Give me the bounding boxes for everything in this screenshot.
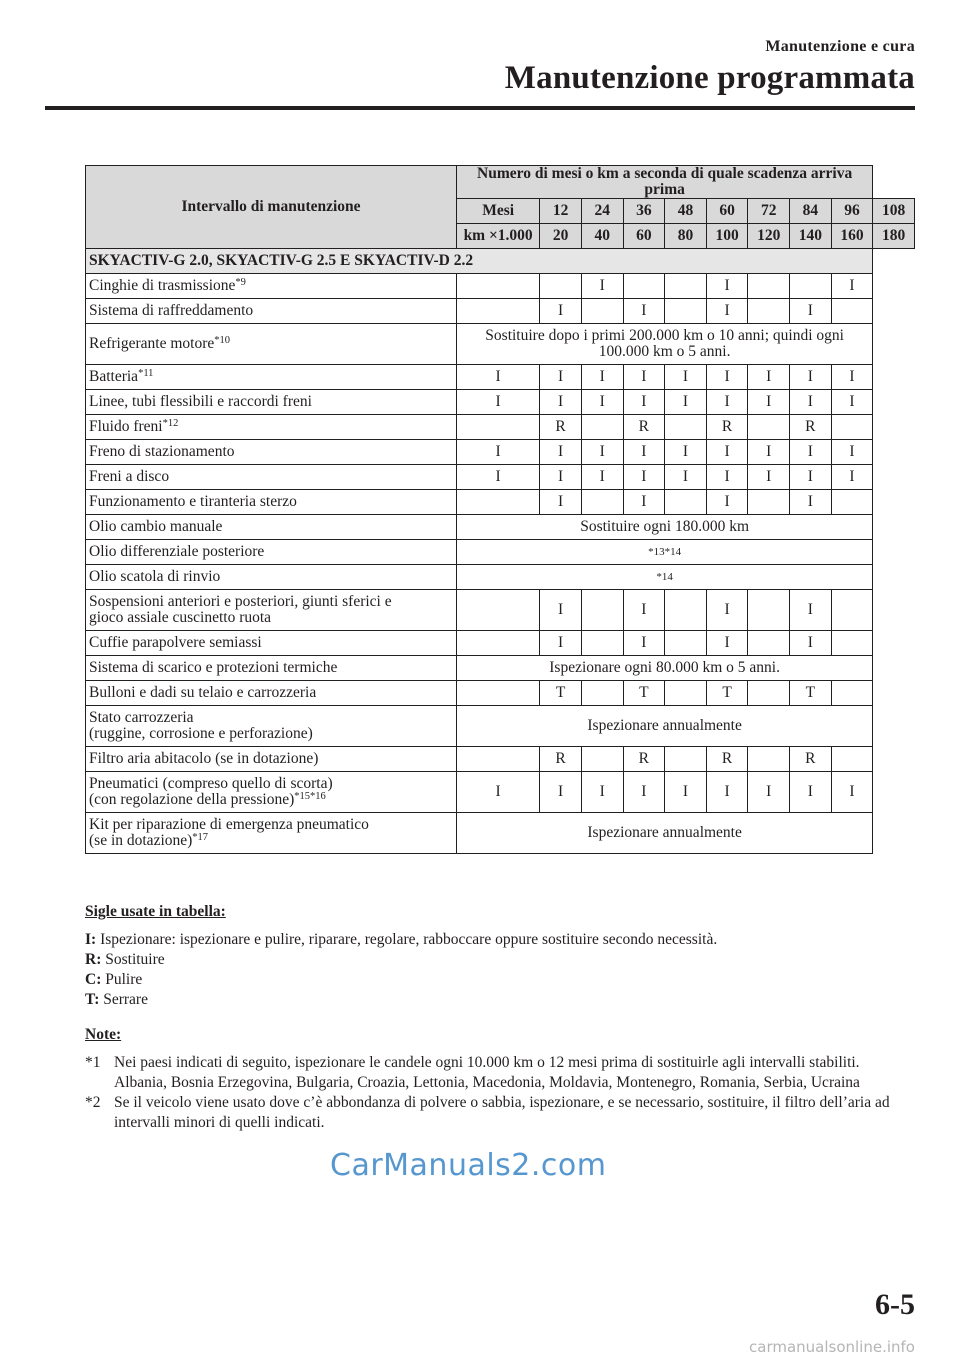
interval-cell [665, 747, 707, 772]
interval-cell [581, 299, 623, 324]
table-row [86, 631, 915, 656]
interval-cell [457, 415, 540, 440]
table-row [86, 813, 915, 854]
legend-key: T: [85, 991, 100, 1008]
table-row [86, 540, 915, 565]
interval-cell: I [581, 440, 623, 465]
legend-item [85, 970, 915, 990]
interval-cell: I [540, 490, 582, 515]
legend-text: Pulire [105, 971, 143, 988]
interval-cell [665, 299, 707, 324]
interval-cell [457, 590, 540, 631]
km-cell: 140 [790, 224, 832, 249]
note-line: Nei paesi indicati di seguito, ispezionare le candele ogni 10.000 km o 12 mesi prima di sostituirle agli intervalli stabiliti. [114, 1054, 860, 1071]
interval-cell: I [457, 465, 540, 490]
interval-cell [581, 631, 623, 656]
km-cell: 160 [831, 224, 873, 249]
note-item [85, 1093, 915, 1133]
item-label: Freni a disco [89, 468, 170, 485]
item-name [86, 656, 457, 681]
item-label: Funzionamento e tiranteria sterzo [89, 493, 297, 510]
item-label: Freno di stazionamento [89, 443, 235, 460]
item-label: Stato carrozzeria [89, 709, 194, 726]
interval-cell: I [706, 365, 748, 390]
span-header: Numero di mesi o km a seconda di quale scadenza arriva prima [457, 166, 873, 199]
interval-cell [748, 415, 790, 440]
table-row [86, 274, 915, 299]
item-name [86, 706, 457, 747]
span-cell: *14 [457, 565, 873, 590]
interval-cell: I [581, 772, 623, 813]
table-row [86, 390, 915, 415]
corner-label: Intervallo di manutenzione [86, 166, 457, 249]
interval-cell: I [748, 365, 790, 390]
month-cell: 108 [873, 199, 915, 224]
legend-key: R: [85, 951, 102, 968]
interval-cell: I [790, 390, 832, 415]
interval-cell: R [706, 747, 748, 772]
interval-cell [831, 631, 873, 656]
interval-cell: I [623, 390, 665, 415]
item-label: Cuffie parapolvere semiassi [89, 634, 262, 651]
interval-cell: I [665, 390, 707, 415]
page-number: 6-5 [875, 1288, 915, 1321]
interval-cell: I [706, 465, 748, 490]
item-label: Bulloni e dadi su telaio e carrozzeria [89, 684, 317, 701]
item-label: Olio cambio manuale [89, 518, 223, 535]
table-row [86, 590, 915, 631]
item-name [86, 515, 457, 540]
legend-title: Sigle usate in tabella: [85, 903, 226, 920]
interval-cell: T [623, 681, 665, 706]
interval-cell: I [790, 440, 832, 465]
item-label-line2: (ruggine, corrosione e perforazione) [89, 725, 313, 742]
note-number: *1 [85, 1054, 101, 1071]
interval-cell [540, 274, 582, 299]
item-label: Batteria [89, 368, 139, 385]
table-row [86, 706, 915, 747]
interval-cell: I [748, 440, 790, 465]
span-cell: Ispezionare ogni 80.000 km o 5 anni. [457, 656, 873, 681]
item-label: Sistema di raffreddamento [89, 302, 254, 319]
interval-cell [831, 747, 873, 772]
table-row [86, 565, 915, 590]
months-label: Mesi [457, 199, 540, 224]
span-cell: *13*14 [457, 540, 873, 565]
km-cell: 120 [748, 224, 790, 249]
interval-cell: I [706, 440, 748, 465]
interval-cell [581, 681, 623, 706]
interval-cell: I [623, 490, 665, 515]
footnote-ref: *11 [138, 368, 154, 379]
legend-key: C: [85, 971, 102, 988]
note-number: *2 [85, 1094, 101, 1111]
interval-cell [457, 490, 540, 515]
interval-cell: R [623, 747, 665, 772]
interval-cell: I [581, 274, 623, 299]
interval-cell: I [706, 590, 748, 631]
legend-text: Sostituire [105, 951, 165, 968]
interval-cell: I [457, 772, 540, 813]
interval-cell: I [706, 274, 748, 299]
interval-cell: I [831, 440, 873, 465]
note-item [85, 1053, 915, 1093]
interval-cell [665, 490, 707, 515]
interval-cell: I [540, 631, 582, 656]
interval-cell [581, 490, 623, 515]
legend-item [85, 990, 915, 1010]
interval-cell: I [623, 465, 665, 490]
interval-cell: R [790, 415, 832, 440]
legend-item [85, 950, 915, 970]
interval-cell: R [623, 415, 665, 440]
span-cell: Ispezionare annualmente [457, 706, 873, 747]
legend-item [85, 930, 915, 950]
interval-cell: I [540, 590, 582, 631]
interval-cell: T [790, 681, 832, 706]
interval-cell: I [540, 772, 582, 813]
interval-cell: I [457, 390, 540, 415]
interval-cell [748, 681, 790, 706]
interval-cell: I [457, 440, 540, 465]
interval-cell [665, 681, 707, 706]
month-cell: 60 [706, 199, 748, 224]
interval-cell: I [665, 465, 707, 490]
interval-cell [665, 274, 707, 299]
item-name [86, 813, 457, 854]
interval-cell: I [581, 390, 623, 415]
km-cell: 80 [665, 224, 707, 249]
interval-cell [581, 590, 623, 631]
interval-cell: I [831, 772, 873, 813]
interval-cell: I [540, 365, 582, 390]
interval-cell [581, 415, 623, 440]
item-label: Sistema di scarico e protezioni termiche [89, 659, 338, 676]
interval-cell: I [706, 490, 748, 515]
table-row [86, 324, 915, 365]
table-row [86, 772, 915, 813]
item-label: Sospensioni anteriori e posteriori, giunti sferici e [89, 593, 392, 610]
interval-cell: I [623, 772, 665, 813]
interval-cell: I [623, 590, 665, 631]
interval-cell: I [748, 772, 790, 813]
item-name [86, 415, 457, 440]
interval-cell [748, 274, 790, 299]
legend-text: Serrare [103, 991, 148, 1008]
table-row [86, 747, 915, 772]
item-name [86, 390, 457, 415]
footnote-ref: *10 [214, 335, 230, 346]
header-rule [45, 106, 915, 110]
interval-cell: I [706, 299, 748, 324]
table-row [86, 681, 915, 706]
notes [85, 1025, 915, 1133]
month-cell: 36 [623, 199, 665, 224]
interval-cell [831, 590, 873, 631]
km-cell: 180 [873, 224, 915, 249]
span-cell: Sostituire ogni 180.000 km [457, 515, 873, 540]
page-title: Manutenzione programmata [504, 60, 915, 96]
interval-cell: T [540, 681, 582, 706]
item-name [86, 274, 457, 299]
interval-cell: T [706, 681, 748, 706]
interval-cell: R [540, 747, 582, 772]
item-name [86, 681, 457, 706]
item-name [86, 465, 457, 490]
note-line: Se il veicolo viene usato dove c’è abbondanza di polvere o sabbia, ispezionare, e se necessario, sostituire, il filtro dell’aria ad intervalli minori di quelli indicati. [114, 1094, 890, 1131]
interval-cell: I [623, 365, 665, 390]
item-name [86, 440, 457, 465]
interval-cell: I [790, 772, 832, 813]
interval-cell: I [540, 465, 582, 490]
interval-cell: I [831, 390, 873, 415]
month-cell: 84 [790, 199, 832, 224]
interval-cell [623, 274, 665, 299]
interval-cell: I [831, 365, 873, 390]
span-cell: Ispezionare annualmente [457, 813, 873, 854]
footnote-ref: *12 [162, 418, 179, 429]
legend [85, 902, 915, 1010]
item-label: Olio differenziale posteriore [89, 543, 265, 560]
item-name [86, 565, 457, 590]
engine-section-title: SKYACTIV-G 2.0, SKYACTIV-G 2.5 E SKYACTIV-D 2.2 [86, 249, 873, 274]
interval-cell [581, 747, 623, 772]
table-row [86, 465, 915, 490]
footer-watermark: carmanualsonline.info [749, 1338, 915, 1356]
interval-cell [457, 299, 540, 324]
interval-cell: I [623, 631, 665, 656]
item-name [86, 540, 457, 565]
month-cell: 24 [581, 199, 623, 224]
item-label: Filtro aria abitacolo (se in dotazione) [89, 750, 319, 767]
item-label: Refrigerante motore [89, 335, 215, 352]
item-label-line2: gioco assiale cuscinetto ruota [89, 609, 272, 626]
interval-cell [665, 415, 707, 440]
interval-cell [665, 631, 707, 656]
interval-cell [457, 681, 540, 706]
km-cell: 40 [581, 224, 623, 249]
interval-cell: R [790, 747, 832, 772]
interval-cell: I [665, 772, 707, 813]
item-label: Fluido freni [89, 418, 163, 435]
interval-cell: I [665, 440, 707, 465]
interval-cell [457, 274, 540, 299]
interval-cell: I [790, 365, 832, 390]
table-row [86, 440, 915, 465]
item-label: Pneumatici (compreso quello di scorta) [89, 775, 333, 792]
interval-cell [831, 681, 873, 706]
item-name [86, 747, 457, 772]
interval-cell: I [706, 772, 748, 813]
interval-cell [748, 299, 790, 324]
item-name [86, 590, 457, 631]
interval-cell: I [623, 299, 665, 324]
interval-cell [748, 631, 790, 656]
item-label: Cinghie di trasmissione [89, 277, 236, 294]
month-cell: 72 [748, 199, 790, 224]
footnote-ref: *17 [192, 832, 209, 843]
interval-cell: I [540, 440, 582, 465]
interval-cell [748, 747, 790, 772]
interval-cell: I [790, 631, 832, 656]
item-name [86, 299, 457, 324]
item-label: Linee, tubi flessibili e raccordi freni [89, 393, 312, 410]
notes-title: Note: [85, 1026, 122, 1043]
interval-cell [790, 274, 832, 299]
km-cell: 60 [623, 224, 665, 249]
note-line: Albania, Bosnia Erzegovina, Bulgaria, Croazia, Lettonia, Macedonia, Moldavia, Montenegro, Romania, Serbia, Ucraina [114, 1074, 860, 1091]
table-row [86, 299, 915, 324]
interval-cell [831, 299, 873, 324]
interval-cell: I [790, 590, 832, 631]
interval-cell: I [581, 465, 623, 490]
interval-cell [831, 490, 873, 515]
month-cell: 48 [665, 199, 707, 224]
interval-cell: I [748, 390, 790, 415]
month-cell: 96 [831, 199, 873, 224]
table-row [86, 490, 915, 515]
interval-cell [457, 631, 540, 656]
item-name [86, 324, 457, 365]
maintenance-table [85, 165, 915, 854]
item-name [86, 490, 457, 515]
interval-cell [748, 590, 790, 631]
interval-cell [831, 415, 873, 440]
interval-cell: I [790, 490, 832, 515]
interval-cell: I [581, 365, 623, 390]
legend-text: Ispezionare: ispezionare e pulire, riparare, regolare, rabboccare oppure sostituire secondo necessità. [100, 931, 718, 948]
interval-cell [748, 490, 790, 515]
table-row [86, 656, 915, 681]
footnote-ref: *15*16 [294, 791, 326, 802]
interval-cell: R [706, 415, 748, 440]
km-label: km ×1.000 [457, 224, 540, 249]
item-name [86, 772, 457, 813]
table-row [86, 365, 915, 390]
table-row [86, 515, 915, 540]
month-cell: 12 [540, 199, 582, 224]
table-row [86, 415, 915, 440]
section-title: Manutenzione e cura [765, 38, 915, 55]
interval-cell: I [706, 631, 748, 656]
legend-key: I: [85, 931, 97, 948]
item-label-line2: (se in dotazione) [89, 832, 193, 849]
interval-cell: R [540, 415, 582, 440]
km-cell: 100 [706, 224, 748, 249]
interval-cell [665, 590, 707, 631]
interval-cell [457, 747, 540, 772]
footnote-ref: *9 [235, 277, 246, 288]
interval-cell: I [748, 465, 790, 490]
interval-cell: I [706, 390, 748, 415]
interval-cell: I [831, 274, 873, 299]
item-name [86, 631, 457, 656]
interval-cell: I [665, 365, 707, 390]
item-label: Kit per riparazione di emergenza pneumatico [89, 816, 369, 833]
interval-cell: I [790, 465, 832, 490]
interval-cell: I [790, 299, 832, 324]
interval-cell: I [540, 390, 582, 415]
item-label-line2: (con regolazione della pressione) [89, 791, 295, 808]
interval-cell: I [540, 299, 582, 324]
watermark-logo: CarManuals2.com [330, 1148, 607, 1183]
item-name [86, 365, 457, 390]
interval-cell: I [623, 440, 665, 465]
item-label: Olio scatola di rinvio [89, 568, 221, 585]
interval-cell: I [457, 365, 540, 390]
interval-cell: I [831, 465, 873, 490]
span-cell: Sostituire dopo i primi 200.000 km o 10 anni; quindi ogni 100.000 km o 5 anni. [457, 324, 873, 365]
km-cell: 20 [540, 224, 582, 249]
